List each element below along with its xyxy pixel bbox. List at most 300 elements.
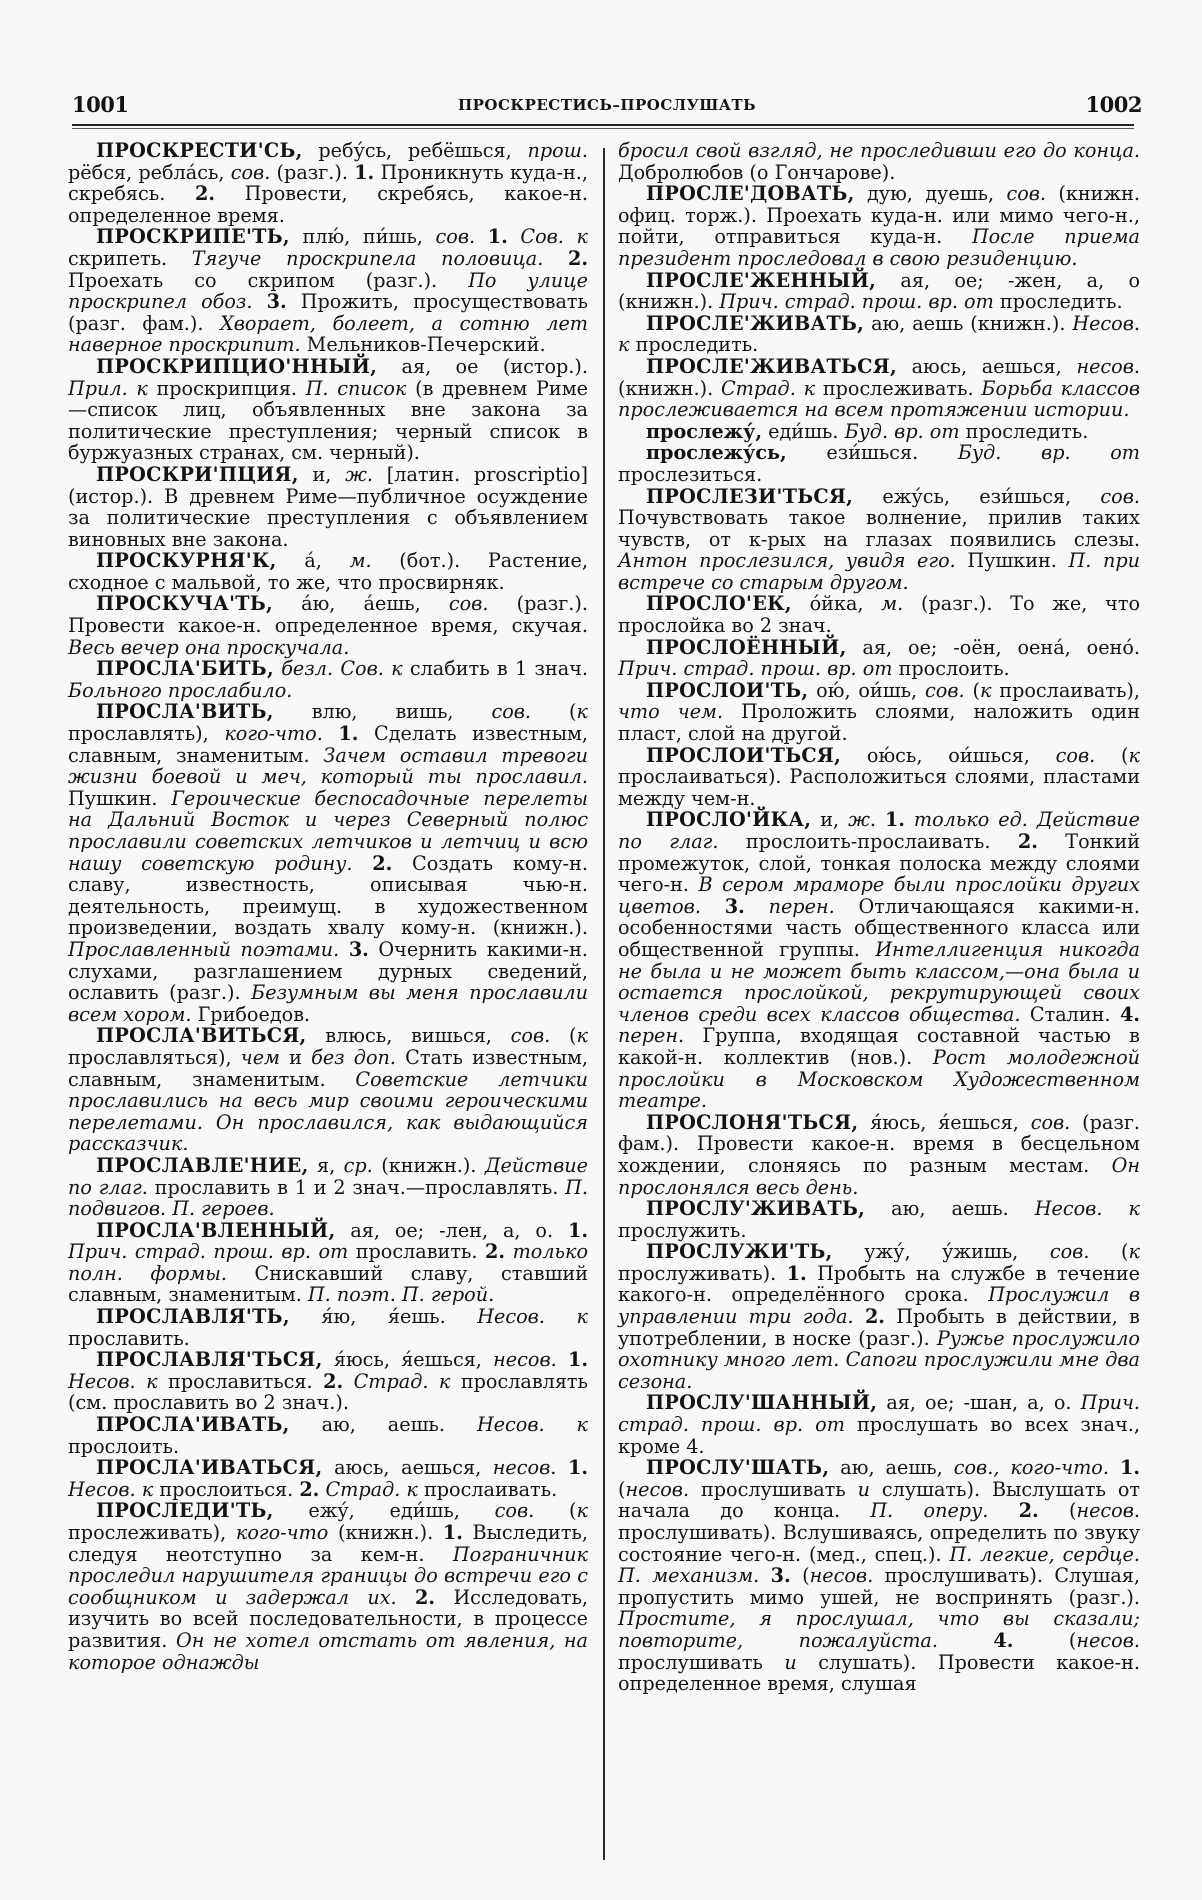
italic-text: Пограничник проследил нарушителя границы до встречи его с сообщником и задержал их. <box>68 1542 588 1609</box>
entry-text: ( <box>790 1564 810 1588</box>
italic-text: несов. <box>809 1564 874 1588</box>
entry-text: ( <box>964 678 980 702</box>
italic-text: сов. <box>1100 484 1140 508</box>
entry-text: Провести, скребясь, какое-н. определенное время. <box>68 182 588 227</box>
dictionary-entry <box>68 464 588 550</box>
entry-text: прославлять (см. прославить во 2 знач.). <box>68 1369 588 1415</box>
italic-text: Действие по глаг. <box>68 1153 588 1199</box>
sense-number: 2. <box>194 182 216 206</box>
entry-text: прослезиться. <box>618 462 763 486</box>
entry-text: ою́сь, ои́шься, <box>841 743 1056 767</box>
italic-text: и <box>784 1650 797 1674</box>
entry-text: (разг. фам.). Провести какое-н. время в бесцельном хождении, слоняясь по разным местам. <box>618 1110 1140 1177</box>
sense-number: 1. <box>567 1456 588 1480</box>
dictionary-entry <box>618 593 1140 636</box>
italic-text: Ружье прослужило охотнику много лет. Сапоги прослужили мне два сезона. <box>618 1326 1140 1393</box>
entry-text: (книжн.). <box>618 376 721 400</box>
italic-text: сов. <box>435 225 476 249</box>
entry-text: прослушивать <box>618 1650 785 1674</box>
entry-text <box>543 247 568 270</box>
italic-text: без доп. <box>311 1045 396 1069</box>
entry-text: прослужить. <box>618 1218 747 1242</box>
entry-text: Прожить, просуществовать (разг. фам.). <box>68 290 588 335</box>
italic-text: Прич. страд. прош. вр. от <box>68 1240 349 1264</box>
headword: ПРОСЛЕДИ'ТЬ, <box>96 1499 274 1523</box>
italic-text: перен. <box>618 1024 685 1048</box>
italic-text: несов. <box>492 1456 557 1480</box>
entry-text: [латин. proscriptio] (истор.). В древнем Риме—публичное осуждение за политические преступления с объявлением виновных вне закона. <box>68 462 588 551</box>
entry-text: прослаивать. <box>417 1477 558 1501</box>
italic-text: После приема президент проследовал в свою резиденцию. <box>618 225 1141 270</box>
headword: ПРОСЛЕ'ДОВАТЬ, <box>646 182 855 206</box>
sense-number: 2. <box>299 1477 320 1501</box>
sense-number: 1. <box>786 1261 807 1285</box>
headword: ПРОСЛА'ВЛЕННЫЙ, <box>96 1218 336 1242</box>
italic-text: Несов. к <box>476 1413 588 1437</box>
italic-text: кого-что <box>235 1521 329 1544</box>
italic-text: Хворает, болеет, а сотню лет наверное проскрипит. <box>68 311 588 357</box>
entry-text: а́, <box>276 549 350 573</box>
entry-text: прослуживать). <box>618 1261 787 1285</box>
entry-text: ая, ое; -шан, а, о. <box>877 1391 1081 1415</box>
entry-text: и <box>279 1045 312 1069</box>
dictionary-entry <box>68 1457 588 1500</box>
entry-text: Почувствовать такое волнение, прилив таких чувств, от к-рых на глазах появились слезы. <box>618 506 1140 551</box>
italic-text: сов. <box>925 678 965 702</box>
italic-text: П. список <box>305 376 407 400</box>
dictionary-entry <box>68 1414 588 1457</box>
entry-text: аюсь, аешься, <box>896 354 1077 378</box>
dictionary-entry <box>618 1112 1140 1198</box>
dictionary-entry <box>68 356 588 464</box>
entry-text <box>557 1348 568 1371</box>
headword: ПРОСЛУЖИ'ТЬ, <box>646 1240 833 1264</box>
entry-text: Проложить слоями, наложить один пласт, слой на другой. <box>618 700 1140 746</box>
entry-text: о́йка, <box>791 592 882 616</box>
entry-text: прослушать во всех знач., кроме 4. <box>618 1413 1140 1458</box>
dictionary-entry <box>68 1500 588 1673</box>
italic-text: перен. <box>768 894 835 918</box>
sense-number: 2. <box>485 1240 506 1264</box>
entry-text: ( <box>531 700 577 724</box>
italic-text: сов. <box>1055 743 1096 767</box>
italic-text: несов. <box>625 1477 690 1501</box>
column-divider <box>603 148 605 1860</box>
italic-text: к <box>576 700 588 724</box>
entry-text: (бот.). Растение, сходное с мальвой, то же, что просвирняк. <box>68 549 588 594</box>
subheadword: прослежу́, <box>646 419 763 443</box>
sense-number: 2. <box>864 1305 885 1329</box>
headword: ПРОСЛЕ'ЖИВАТЬСЯ, <box>646 354 897 378</box>
entry-text: прославить. <box>68 1326 190 1350</box>
italic-text: Прослужил в управлении три года. <box>618 1283 1140 1329</box>
italic-text: сов. <box>448 592 489 616</box>
entry-text: дую, дуешь, <box>854 182 1007 206</box>
entry-text: ежу́сь, ези́шься, <box>853 484 1101 508</box>
entry-text: плю́, пи́шь, <box>289 225 436 249</box>
italic-text: Страд. к <box>720 376 816 400</box>
entry-text: Проникнуть куда-н., скребясь. <box>68 160 588 206</box>
italic-text: Сов. к <box>520 225 588 249</box>
headword: ПРОСЛА'ИВАТЬ, <box>96 1413 290 1437</box>
italic-text: несов. <box>493 1348 557 1372</box>
italic-text: сов. <box>230 160 271 184</box>
italic-text: Буд. вр. от <box>957 441 1140 465</box>
italic-text: несов. <box>1076 1499 1140 1523</box>
dictionary-entry <box>68 658 588 701</box>
entry-text <box>508 225 521 248</box>
headword: ПРОСЛА'ИВАТЬСЯ, <box>96 1456 323 1480</box>
italic-text: Весь вечер она проскучала. <box>68 635 350 659</box>
sense-number: 3. <box>266 290 287 314</box>
entry-text: прослеживать. <box>815 376 982 400</box>
entry-text: ( <box>534 1499 577 1523</box>
italic-text: Он прослонялся весь день. <box>618 1153 1140 1199</box>
headword: ПРОСЛОЁННЫЙ, <box>646 635 847 659</box>
dictionary-entry <box>618 140 1140 183</box>
sense-number: 1. <box>487 225 508 249</box>
italic-text: сов. <box>1030 1110 1071 1134</box>
entry-text: скрипеть. <box>68 246 192 270</box>
entry-text: ези́шься. <box>786 441 958 465</box>
sense-number: 1. <box>354 160 375 184</box>
italic-text: Безумным вы меня прославили всем хором. <box>68 981 589 1026</box>
italic-text: несов. <box>1076 1628 1140 1652</box>
entry-text: прослоиться. <box>153 1477 300 1501</box>
entry-text <box>938 1629 993 1652</box>
italic-text: сов. <box>491 700 532 724</box>
page-number-left: 1001 <box>72 92 129 117</box>
italic-text: Прич. страд. прош. вр. от <box>618 1391 1140 1437</box>
entry-text: прославиться. <box>157 1369 324 1393</box>
italic-text: только полн. формы. <box>68 1240 588 1285</box>
running-title: ПРОСКРЕСТИСЬ–ПРОСЛУШАТЬ <box>457 96 757 114</box>
entry-text: еди́шь. <box>762 419 845 443</box>
entry-text: ая, ое; -оён, оена́, оено́. <box>846 635 1140 659</box>
entry-text: Пробыть на службе в течение какого-н. определённого срока. <box>618 1261 1140 1307</box>
entry-text: и, <box>811 808 849 832</box>
entry-text: Очернить какими-н. слухами, разглашением дурных сведений, ославить (разг.). <box>68 937 588 1005</box>
italic-text: П. легкие, сердце. П. механизм. <box>618 1542 1140 1588</box>
italic-text: П. поэт. П. герой. <box>307 1283 495 1307</box>
sense-number: 2. <box>323 1369 344 1393</box>
sense-number: 1. <box>567 1218 588 1242</box>
entry-text: прославляться), <box>68 1045 241 1069</box>
dictionary-entry <box>68 140 588 226</box>
entry-text: Исследовать, изучить во всей последовательности, в процессе развития. <box>68 1585 588 1652</box>
italic-text: к <box>1128 743 1140 767</box>
entry-text: ( <box>618 1477 626 1501</box>
entry-text: ( <box>1013 1628 1077 1652</box>
entry-text <box>323 722 339 745</box>
italic-text: Несов. к <box>68 1477 154 1501</box>
sense-number: 1. <box>567 1348 589 1372</box>
sense-number: 4. <box>993 1628 1014 1652</box>
entry-text: проследить. <box>993 290 1123 314</box>
italic-text: только ед. Действие по глаг. <box>618 808 1140 853</box>
italic-text: м. <box>349 549 372 573</box>
italic-text: Несов. к <box>477 1305 588 1329</box>
italic-text: Прич. страд. прош. вр. от <box>618 657 893 681</box>
headword: ПРОСЛАВЛЯ'ТЬСЯ, <box>96 1348 323 1372</box>
entry-text: (книжн. офиц. торж.). Проехать куда-н. или мимо чего-н., пойти, отправиться куда-н. <box>618 182 1140 249</box>
entry-text: Сделать известным, славным, знаменитым. <box>68 722 588 767</box>
dictionary-entry <box>618 745 1140 810</box>
headword: ПРОСКУЧА'ТЬ, <box>96 592 273 616</box>
entry-text <box>701 895 725 918</box>
entry-text: прослушивать). Вслушиваясь, определить по звуку состояние чего-н. (мед., спец.). <box>618 1521 1140 1566</box>
headword: ПРОСКРИПЕ'ТЬ, <box>96 225 290 249</box>
column-right <box>618 140 1140 1695</box>
italic-text: Буд. вр. от <box>844 419 960 443</box>
dictionary-entry <box>618 1457 1140 1695</box>
headword: ПРОСЛАВЛЕ'НИЕ, <box>96 1153 309 1177</box>
entry-text: проследить. <box>629 333 759 357</box>
headword: ПРОСЛУ'ШАТЬ, <box>646 1456 830 1480</box>
entry-text: Тонкий промежуток, слой, тонкая полоска между слоями чего-н. <box>618 830 1140 897</box>
italic-text: Тягуче проскрипела половица. <box>191 246 544 270</box>
italic-text: П. при встрече со старым другом. <box>618 549 1140 594</box>
headword: ПРОСКРИ'ПЦИЯ, <box>96 462 299 486</box>
italic-text: Советские летчики прославились на весь мир своими героическими перелетами. Он прославился, как выдающийся рассказчик. <box>68 1067 589 1156</box>
entry-text: Пробыть в действии, в употреблении, в носке (разг.). <box>618 1305 1140 1350</box>
italic-text: к <box>979 678 992 702</box>
dictionary-entry <box>68 593 588 658</box>
entry-text: прослушивать <box>689 1477 858 1501</box>
entry-text: (в древнем Риме—список лиц, объявленных вне закона за политические преступления; черный список в буржуазных странах, см. черный). <box>68 376 588 465</box>
italic-text: П. оперу. <box>870 1499 989 1523</box>
italic-text: сов., кого-что. <box>953 1456 1109 1480</box>
entry-text: аю, аешь (книжн.). <box>864 311 1073 335</box>
entry-text: ая, ое; -жен, а, о (книжн.). <box>618 268 1140 314</box>
headword: ПРОСЛОИ'ТЬСЯ, <box>646 743 842 767</box>
headword: ПРОСЛЕ'ЖИВАТЬ, <box>646 311 865 335</box>
entry-text: прослаивать), <box>991 678 1140 702</box>
sense-number: 4. <box>1119 1002 1140 1026</box>
dictionary-entry <box>618 1392 1140 1457</box>
entry-text: и, <box>298 462 346 486</box>
italic-text: ср. <box>343 1153 373 1177</box>
dictionary-entry <box>68 1155 588 1220</box>
entry-text <box>252 290 266 313</box>
entry-text: прослоить. <box>892 657 1010 681</box>
headword: ПРОСКРИПЦИО'ННЫЙ, <box>96 354 378 378</box>
entry-text: Пушкин. <box>68 786 172 810</box>
sense-number: 2. <box>567 246 588 270</box>
italic-text: Прил. к <box>68 376 148 400</box>
italic-text: Прич. страд. прош. вр. от <box>719 290 994 314</box>
italic-text: Интеллигенция никогда не была и не может быть классом,—она была и остается прослойкой, рекрутирующей своих членов среди всех классов общества. <box>618 937 1140 1026</box>
sense-number: 3. <box>770 1564 791 1588</box>
page-header <box>72 92 1142 120</box>
entry-text <box>397 1586 415 1609</box>
entry-text: (разг.). То же, что прослойка во 2 знач. <box>618 592 1140 638</box>
entry-text <box>343 1370 353 1393</box>
sense-number: 1. <box>442 1521 463 1544</box>
entry-text: аюсь, аешься, <box>322 1456 493 1480</box>
italic-text: Несов. к <box>1034 1197 1140 1221</box>
italic-text: сов. <box>494 1499 535 1523</box>
entry-text: Отличающаяся какими-н. особенностями часть общественного класса или общественной группы. <box>618 894 1140 961</box>
entry-text: аю, аешь, <box>829 1456 954 1480</box>
italic-text: Он не хотел отстать от явления, на которое однажды <box>68 1628 588 1674</box>
dictionary-entry <box>618 313 1140 356</box>
italic-text: кого-что. <box>224 722 323 746</box>
entry-text: Создать кому-н. славу, известность, описывая чью-н. деятельность, преимущ. в художественном произведении, воздать хвалу кому-н. (книжн.). <box>68 851 588 940</box>
entry-text: аю, аешь. <box>865 1197 1035 1221</box>
entry-text: я, <box>308 1153 344 1177</box>
italic-text: В сером мраморе были прослойки других цветов. <box>618 873 1140 918</box>
dictionary-entry <box>618 809 1140 1111</box>
headword: ПРОСЛАВЛЯ'ТЬ, <box>96 1305 290 1329</box>
entry-text: (книжн.). <box>372 1153 485 1177</box>
headword: ПРОСЛО'ЕК, <box>646 592 792 616</box>
italic-text: м. <box>881 592 904 616</box>
italic-text: прош. <box>527 139 588 162</box>
entry-text: прослоить-прослаивать. <box>718 830 1018 853</box>
entry-text: Снискавший славу, ставший славным, знаменитым. <box>68 1261 588 1307</box>
italic-text: безл. Сов. к <box>281 657 403 681</box>
subheadword: прослежу́сь, <box>646 441 787 465</box>
sense-number: 2. <box>372 851 393 875</box>
entry-text: аю, аешь. <box>289 1413 477 1437</box>
entry-text: ая, ое; -лен, а, о. <box>335 1218 568 1242</box>
entry-text: влюсь, вишься, <box>306 1024 511 1048</box>
entry-text: прославить. <box>348 1240 486 1264</box>
sense-number: 2. <box>1017 830 1038 853</box>
entry-text <box>905 808 914 831</box>
entry-text <box>745 895 769 918</box>
italic-text: к <box>576 1499 588 1523</box>
dictionary-entry <box>618 637 1140 680</box>
sense-number: 2. <box>415 1585 436 1609</box>
italic-text: ж. <box>345 462 374 486</box>
italic-text: По улице проскрипел обоз. <box>68 268 588 314</box>
sense-number: 1. <box>884 808 905 832</box>
dictionary-entry <box>618 1198 1140 1241</box>
entry-text: Группа, входящая составной частью в какой-н. коллектив (нов.). <box>618 1024 1140 1069</box>
entry-text: я́юсь, я́ешься, <box>322 1348 494 1372</box>
entry-text: прослоить. <box>68 1434 180 1458</box>
dictionary-entry <box>618 183 1140 269</box>
dictionary-entry <box>68 1220 588 1306</box>
entry-text: слабить в 1 знач. <box>402 657 588 681</box>
entry-text: ( <box>1095 743 1129 767</box>
dictionary-entry <box>618 356 1140 421</box>
entry-text: влю, вишь, <box>273 700 492 724</box>
entry-text: слушать). Выслушать от начала до конца. <box>618 1477 1140 1523</box>
headword: ПРОСЛА'ВИТЬСЯ, <box>96 1024 307 1048</box>
entry-text: ребу́сь, ребёшься, <box>302 139 528 162</box>
entry-text: проследить. <box>959 419 1089 443</box>
headword: ПРОСЛОИ'ТЬ, <box>646 678 809 702</box>
dictionary-entry <box>68 1025 588 1155</box>
sense-number: 3. <box>348 937 369 961</box>
entry-text: Проехать со скрипом (разг.). <box>68 268 469 292</box>
italic-text: чем <box>240 1045 280 1069</box>
entry-text: Добролюбов (о Гончарове). <box>618 160 896 184</box>
headword: ПРОСКРЕСТИ'СЬ, <box>96 139 303 162</box>
entry-text: прославить в 1 и 2 знач.—прославлять. <box>147 1175 566 1199</box>
italic-text: что чем. <box>618 700 724 724</box>
entry-text <box>352 852 372 875</box>
entry-text: слушать). Провести какое-н. определенное время, слушая <box>618 1650 1140 1696</box>
headword: ПРОСЛЕЗИ'ТЬСЯ, <box>646 484 854 508</box>
headword: ПРОСЛУ'ШАННЫЙ, <box>646 1391 878 1415</box>
entry-text: (разг.). Провести какое-н. определенное время, скучая. <box>68 592 588 638</box>
italic-text: Борьба классов прослеживается на всем протяжении истории. <box>618 376 1140 422</box>
entry-text: ( <box>550 1024 577 1048</box>
italic-text: несов. <box>1076 354 1140 378</box>
italic-text: П. подвигов. П. героев. <box>68 1175 588 1221</box>
dictionary-entry <box>68 1349 588 1414</box>
sense-number: 2. <box>1018 1499 1039 1523</box>
sense-number: 3. <box>724 894 745 918</box>
entry-text: ежу́, еди́шь, <box>273 1499 495 1523</box>
italic-text: Зачем оставил тревоги жизни боевой и меч, который ты прославил. <box>68 743 588 789</box>
headword: ПРОСЛЕ'ЖЕННЫЙ, <box>646 268 877 292</box>
italic-text: Антон прослезился, увидя его. <box>618 549 956 573</box>
entry-text: (разг.). <box>270 160 355 184</box>
entry-text: проскрипция. <box>147 376 306 400</box>
entry-text: прослушивать). Слушая, пропустить мимо ушей, не воспринять (разг.). <box>618 1564 1140 1609</box>
dictionary-entry <box>68 226 588 356</box>
italic-text: Страд. к <box>325 1477 418 1501</box>
dictionary-entry <box>68 550 588 593</box>
entry-text: Мельников-Печерский. <box>300 333 546 357</box>
headword: ПРОСЛА'БИТЬ, <box>96 657 274 681</box>
entry-text <box>556 1456 568 1479</box>
entry-text <box>339 938 349 961</box>
italic-text: сов. <box>510 1024 551 1048</box>
entry-text: Стать известным, славным, знаменитым. <box>68 1045 588 1091</box>
dictionary-entry <box>618 421 1140 443</box>
dictionary-entry <box>618 1241 1140 1392</box>
italic-text: Страд. к <box>353 1369 451 1393</box>
header-rule <box>72 124 1134 126</box>
italic-text: сов. <box>1049 1240 1090 1264</box>
entry-text: Сталин. <box>1020 1002 1120 1026</box>
entry-text: ою́, ои́шь, <box>808 678 926 702</box>
page-number-right: 1002 <box>1085 92 1142 117</box>
entry-text: ( <box>1038 1499 1077 1523</box>
entry-text: Грибоедов. <box>191 1002 311 1026</box>
headword: ПРОСЛУ'ЖИВАТЬ, <box>646 1197 866 1221</box>
sense-number: 1. <box>338 722 359 746</box>
header-rule-thin <box>72 128 1134 129</box>
dictionary-entry <box>618 270 1140 313</box>
dictionary-entry <box>618 680 1140 745</box>
column-left <box>68 140 588 1673</box>
italic-text: ж. <box>848 808 876 832</box>
dictionary-entry <box>618 442 1140 485</box>
entry-text: (книжн.). <box>328 1521 443 1544</box>
entry-text: ужу́, у́жишь, <box>832 1240 1050 1264</box>
entry-text: я́юсь, я́ешься, <box>858 1110 1031 1134</box>
italic-text: Рост молодежной прослойки в Московском Художественном театре. <box>618 1045 1140 1113</box>
entry-text <box>876 808 885 831</box>
entry-text <box>505 1240 513 1263</box>
entry-text: рёбся, ребла́сь, <box>68 160 231 184</box>
entry-text: прослеживать), <box>68 1521 236 1544</box>
italic-text: к <box>576 1024 588 1048</box>
headword: ПРОСКУРНЯ'К, <box>96 549 277 573</box>
entry-text: Пушкин. <box>955 549 1069 573</box>
dictionary-entry <box>618 486 1140 594</box>
entry-text: Выследить, следуя неотступно за кем-н. <box>68 1521 588 1566</box>
italic-text: бросил свой взгляд, не проследивши его до конца. <box>618 139 1140 162</box>
italic-text: Несов. к <box>618 311 1140 357</box>
